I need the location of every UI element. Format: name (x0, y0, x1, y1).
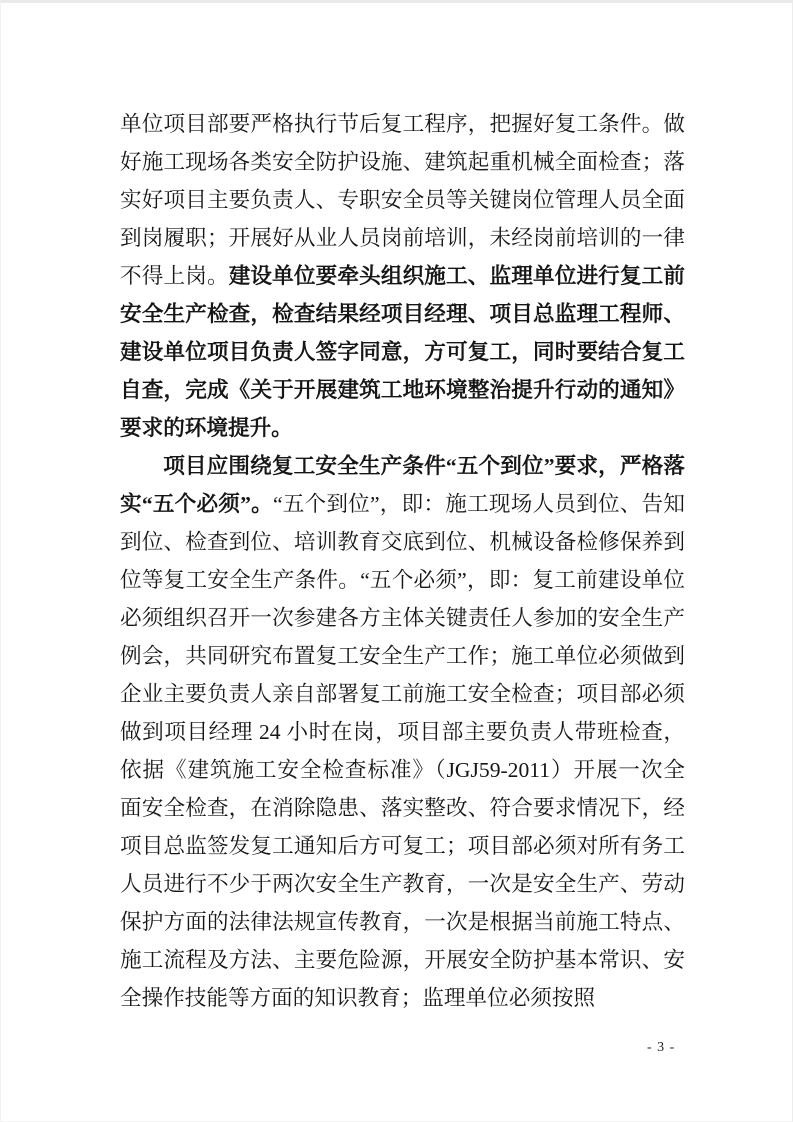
paragraph-five-in-place-requirements (120, 447, 685, 1017)
paragraph-resume-work-procedures (120, 105, 685, 447)
text-segment-bold: 项目应围绕复工安全生产条件“五个到位”要求，严格落实“五个必须”。 (120, 454, 685, 516)
body-text (120, 105, 685, 1017)
text-segment-regular: 单位项目部要严格执行节后复工程序，把握好复工条件。做好施工现场各类安全防护设施、建筑起重机械全面检查；落实好项目主要负责人、专职安全员等关键岗位管理人员全面到岗履职；开展好从业人员岗前培训，未经岗前培训的一律不得上岗。 (120, 112, 685, 288)
text-segment-bold: 建设单位要牵头组织施工、监理单位进行复工前安全生产检查，检查结果经项目经理、项目总监理工程师、建设单位项目负责人签字同意，方可复工，同时要结合复工自查，完成《关于开展建筑工地环境整治提升行动的通知》要求的环境提升。 (120, 264, 685, 440)
text-segment-regular: “五个到位”，即：施工现场人员到位、告知到位、检查到位、培训教育交底到位、机械设备检修保养到位等复工安全生产条件。“五个必须”，即：复工前建设单位必须组织召开一次参建各方主体关键责任人参加的安全生产例会，共同研究布置复工安全生产工作；施工单位必须做到企业主要负责人亲自部署复工前施工安全检查；项目部必须做到项目经理 24 小时在岗，项目部主要负责人带班检查，依据《建筑施工安全检查标准》（JGJ59-2011）开展一次全面安全检查，在消除隐患、落实整改、符合要求情况下，经项目总监签发复工通知后方可复工；项目部必须对所有务工人员进行不少于两次安全生产教育，一次是安全生产、劳动保护方面的法律法规宣传教育，一次是根据当前施工特点、施工流程及方法、主要危险源，开展安全防护基本常识、安全操作技能等方面的知识教育；监理单位必须按照 (120, 492, 685, 1010)
page-number: - 3 - (647, 1040, 676, 1055)
